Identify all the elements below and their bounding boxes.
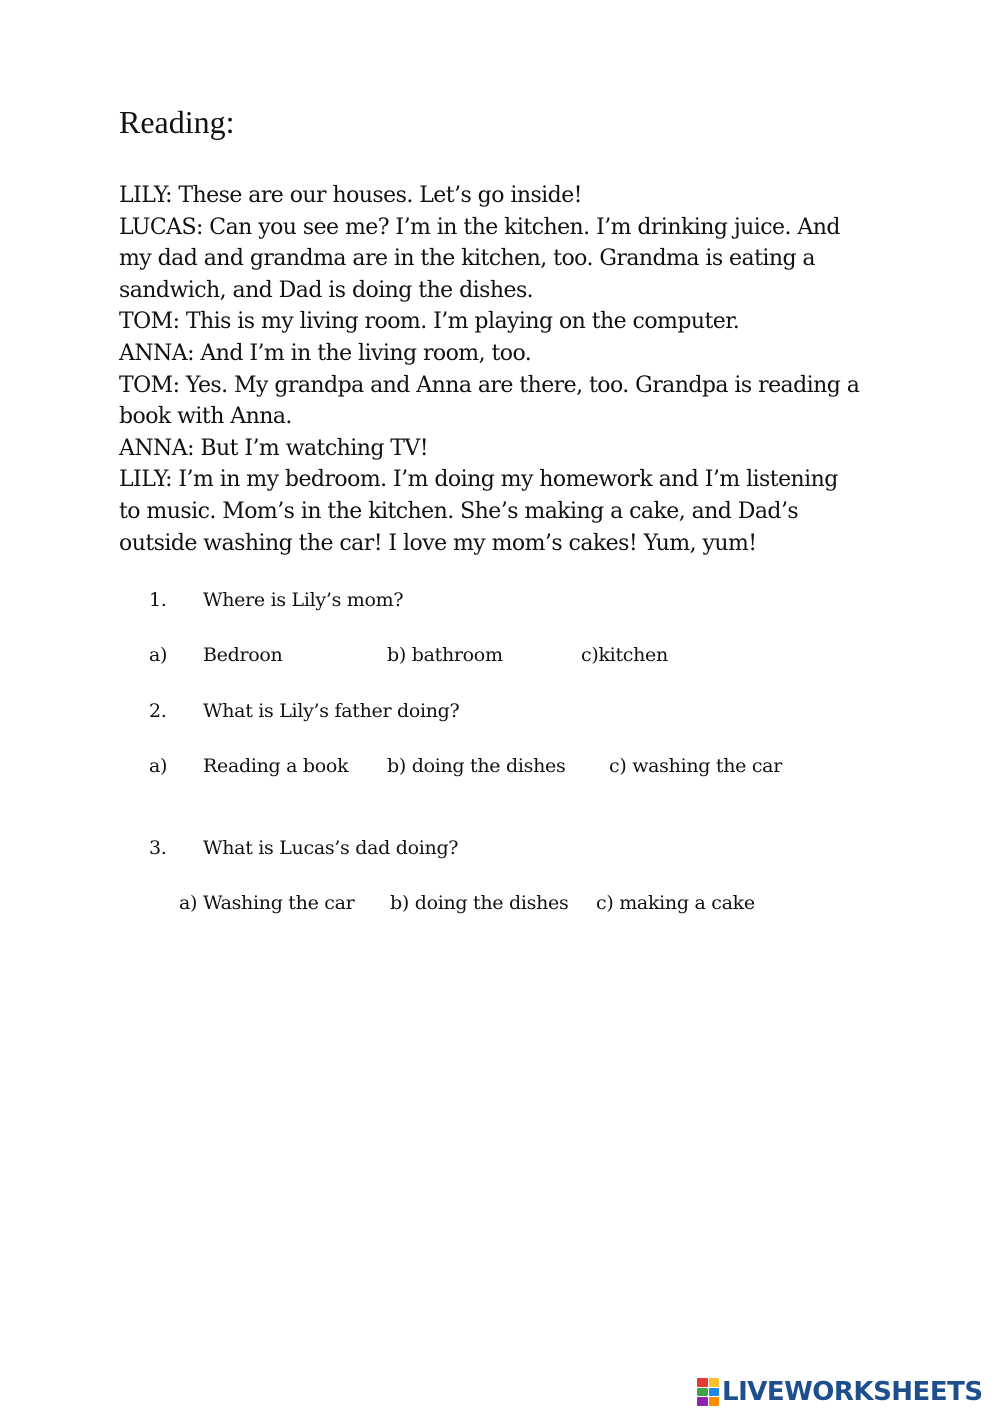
passage-line: TOM: This is my living room. I’m playing on the computer. <box>119 309 740 335</box>
passage-line: book with Anna. <box>119 404 292 430</box>
passage-line: TOM: Yes. My grandpa and Anna are there, too. Grandpa is reading a <box>119 372 860 398</box>
liveworksheets-logo[interactable] <box>697 1376 983 1408</box>
option-b[interactable]: b) doing the dishes <box>387 755 566 777</box>
passage-line: LILY: These are our houses. Let’s go inside! <box>119 183 582 208</box>
question-number: 1. <box>149 589 167 611</box>
option-b[interactable]: b) doing the dishes <box>390 892 569 914</box>
question-number: 3. <box>149 837 167 859</box>
option-prefix: a) <box>149 644 168 666</box>
option-c[interactable]: c) making a cake <box>596 892 755 914</box>
question-text: Where is Lily’s mom? <box>203 589 404 611</box>
logo-text: LIVEWORKSHEETS <box>722 1377 983 1407</box>
passage-line: ANNA: But I’m watching TV! <box>119 435 429 461</box>
option-prefix: a) <box>179 892 198 914</box>
option-b[interactable]: b) bathroom <box>387 644 503 666</box>
question-number: 2. <box>149 700 167 722</box>
option-a[interactable]: Bedroon <box>203 644 283 666</box>
passage-line: LUCAS: Can you see me? I’m in the kitchen. I’m drinking juice. And <box>119 214 840 240</box>
passage-line: sandwich, and Dad is doing the dishes. <box>119 277 534 303</box>
reading-passage <box>119 180 919 559</box>
passage-line: ANNA: And I’m in the living room, too. <box>119 340 532 366</box>
question-text: What is Lily’s father doing? <box>203 700 460 722</box>
passage-line: LILY: I’m in my bedroom. I’m doing my homework and I’m listening <box>119 467 838 493</box>
question-text: What is Lucas’s dad doing? <box>203 837 459 859</box>
passage-line: outside washing the car! I love my mom’s cakes! Yum, yum! <box>119 530 757 556</box>
option-prefix: a) <box>149 755 168 777</box>
option-c[interactable]: c)kitchen <box>581 644 668 666</box>
page-title: Reading: <box>119 104 235 140</box>
liveworksheets-mark-icon <box>697 1378 719 1406</box>
passage-line: to music. Mom’s in the kitchen. She’s making a cake, and Dad’s <box>119 498 799 524</box>
option-a[interactable]: Reading a book <box>203 755 349 777</box>
option-a[interactable]: Washing the car <box>203 892 355 914</box>
passage-line: my dad and grandma are in the kitchen, too. Grandma is eating a <box>119 246 816 272</box>
option-c[interactable]: c) washing the car <box>609 755 782 777</box>
